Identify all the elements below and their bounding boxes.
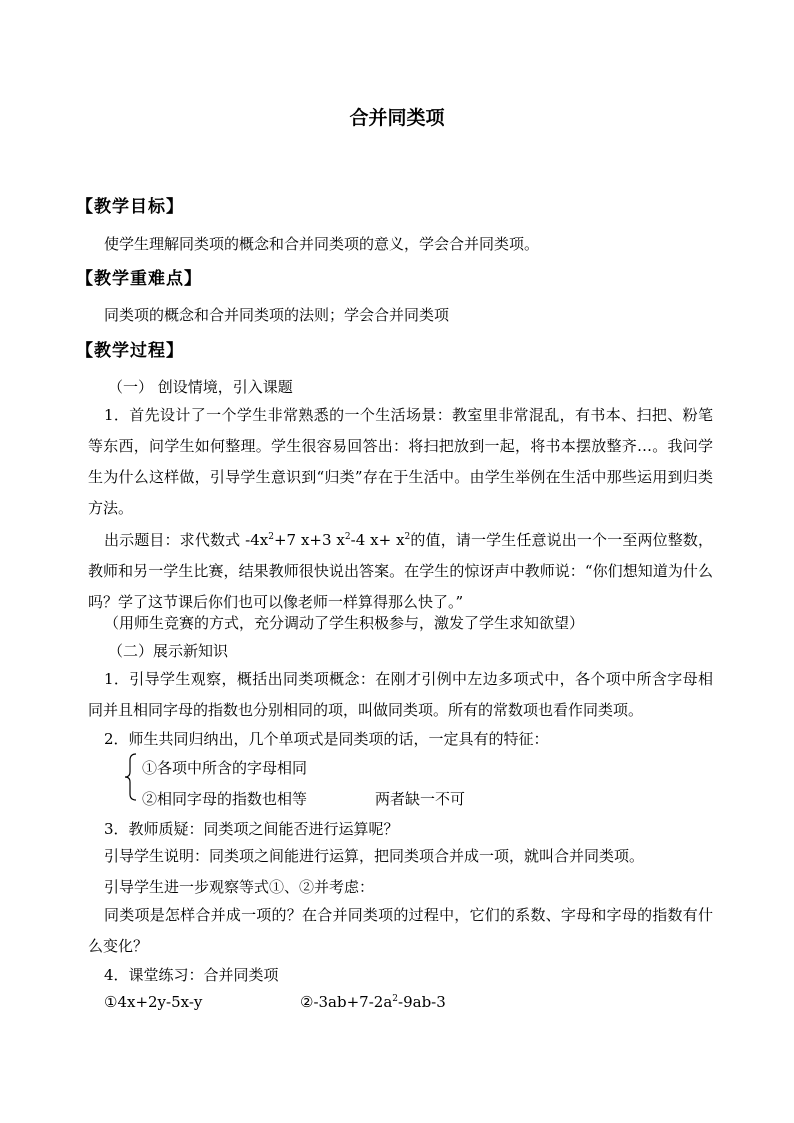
part1-title: （一） 创设情境，引入课题 (108, 378, 293, 396)
paragraph-observe: 引导学生进一步观察等式①、②并考虑： (104, 878, 375, 896)
feature-item-1: ①各项中所含的字母相同 (142, 759, 308, 777)
section-heading-goal: 【教学目标】 (76, 197, 184, 217)
exercise-2-part-1: ②-3ab+7-2a (300, 993, 393, 1011)
exponent: 2 (404, 532, 411, 542)
section-heading-key-points: 【教学重难点】 (76, 269, 202, 289)
problem-text-2: +7 x+3 x (273, 531, 345, 549)
paragraph-problem (88, 525, 713, 618)
paragraph-explain: 引导学生说明：同类项之间能进行运算，把同类项合并成一项，就叫合并同类项。 (104, 847, 645, 865)
paragraph-concept: 1．引导学生观察，概括出同类项概念：在刚才引例中左边多项式中，各个项中所含字母相同并且相同字母的指数也分别相同的项，叫做同类项。所有的常数项也看作同类项。 (88, 670, 713, 719)
part2-title: （二）展示新知识 (108, 642, 229, 660)
problem-text-4: 的值，请一学生任意说出一个一至两位整数，教师和另一学生比赛，结果教师很快说出答案。在学生的惊讶声中教师说：“你们想知道为什么吗？学了这节课后你们也可以像老师一样算得那么快了。” (88, 531, 713, 611)
exponent: 2 (392, 994, 399, 1004)
section-heading-process: 【教学过程】 (76, 341, 184, 361)
paragraph-exercise: 4．课堂练习：合并同类项 (104, 966, 279, 984)
paragraph-scenario: 1．首先设计了一个学生非常熟悉的一个生活场景：教室里非常混乱，有书本、扫把、粉笔等东西，问学生如何整理。学生很容易回答出：将扫把放到一起，将书本摆放整齐…。我问学生为什么这样做，引导学生意识到“归类”存在于生活中。由学生举例在生活中那些运用到归类方法。 (88, 406, 713, 517)
exponent: 2 (268, 532, 274, 542)
paragraph-note: （用师生竞赛的方式，充分调动了学生积极参与，激发了学生求知欲望） (104, 614, 585, 632)
brace-icon (124, 752, 138, 802)
feature-item-2: ②相同字母的指数也相等 (142, 790, 308, 808)
paragraph-features: 2．师生共同归纳出，几个单项式是同类项的话，一定具有的特征： (104, 730, 549, 748)
exercise-2 (300, 993, 446, 1011)
key-points-text: 同类项的概念和合并同类项的法则；学会合并同类项 (104, 306, 450, 324)
paragraph-question: 3．教师质疑：同类项之间能否进行运算呢？ (104, 820, 399, 838)
paragraph-think: 同类项是怎样合并成一项的？在合并同类项的过程中，它们的系数、字母和字母的指数有什么变化？ (88, 906, 713, 955)
exercise-2-part-2: -9ab-3 (398, 993, 446, 1011)
problem-text-3: -4 x+ x (350, 531, 405, 549)
exercise-1: ①4x+2y-5x-y (104, 993, 203, 1011)
problem-text-1: 出示题目：求代数式 -4x (104, 531, 269, 549)
page-title: 合并同类项 (349, 107, 445, 129)
exponent: 2 (344, 532, 351, 542)
feature-note: 两者缺一不可 (375, 790, 466, 808)
goal-text: 使学生理解同类项的概念和合并同类项的意义，学会合并同类项。 (104, 235, 540, 253)
